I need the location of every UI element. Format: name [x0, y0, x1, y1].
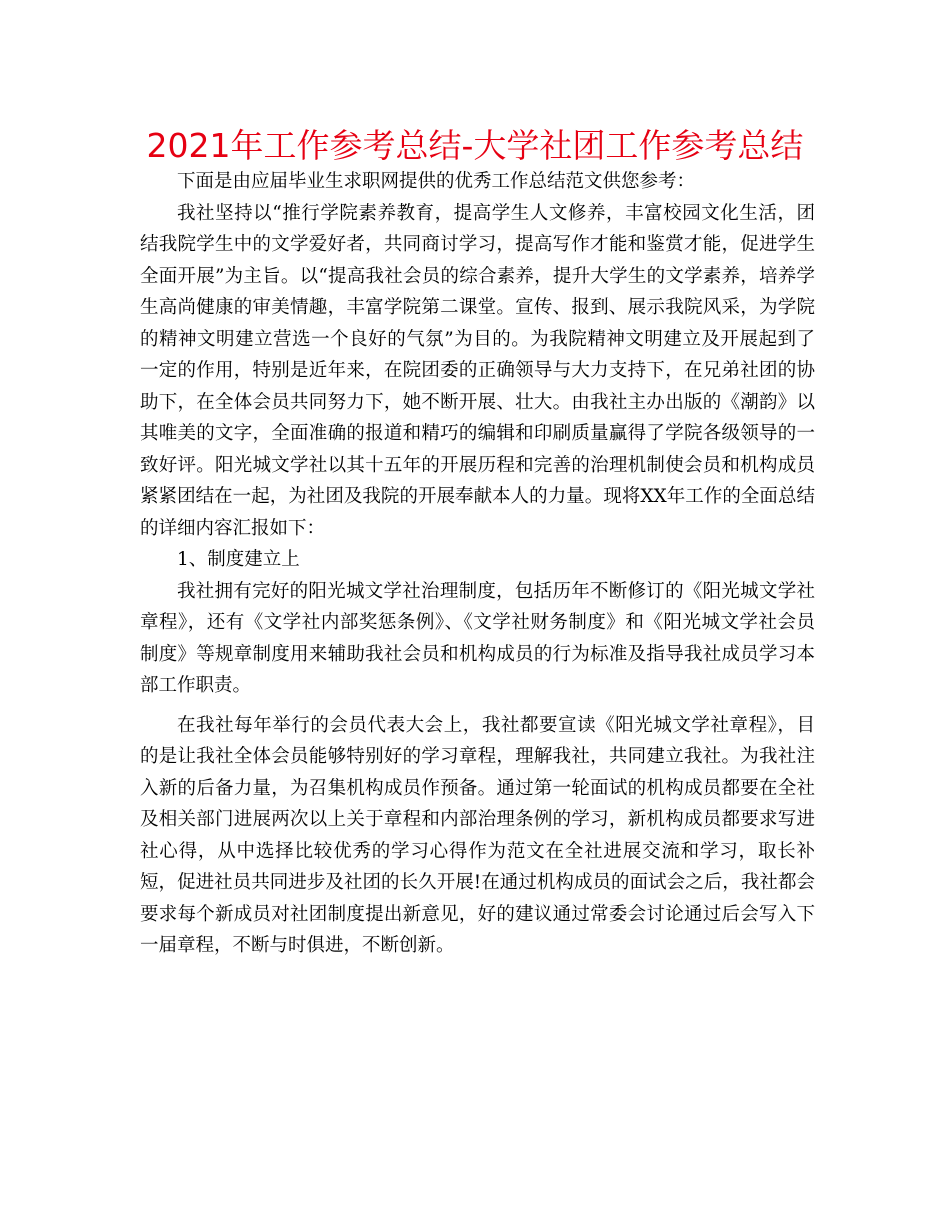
- paragraph-1: 我社坚持以“推行学院素养教育，提高学生人文修养，丰富校园文化生活，团结我院学生中的文学爱好者，共同商讨学习，提高写作才能和鉴赏才能，促进学生全面开展”为主旨。以“提高我社会员的综合素养，提升大学生的文学素养，培养学生高尚健康的审美情趣，丰富学院第二课堂。宣传、报到、展示我院风采，为学院的精神文明建立营选一个良好的气氛”为目的。为我院精神文明建立及开展起到了一定的作用，特别是近年来，在院团委的正确领导与大力支持下，在兄弟社团的协助下，在全体会员共同努力下，她不断开展、壮大。由我社主办出版的《潮韵》以其唯美的文字，全面准确的报道和精巧的编辑和印刷质量赢得了学院各级领导的一致好评。阳光城文学社以其十五年的开展历程和完善的治理机制使会员和机构成员紧紧团结在一起，为社团及我院的开展奉献本人的力量。现将XX年工作的全面总结的详细内容汇报如下：: [140, 202, 815, 539]
- paragraph-3: 在我社每年举行的会员代表大会上，我社都要宣读《阳光城文学社章程》，目的是让我社全体会员能够特别好的学习章程，理解我社，共同建立我社。为我社注入新的后备力量，为召集机构成员作预备。通过第一轮面试的机构成员都要在全社及相关部门进展两次以上关于章程和内部治理条例的学习，新机构成员都要求写进社心得，从中选择比较优秀的学习心得作为范文在全社进展交流和学习，取长补短，促进社员共同进步及社团的长久开展!在通过机构成员的面试会之后，我社都会要求每个新成员对社团制度提出新意见，好的建议通过常委会讨论通过后会写入下一届章程，不断与时俱进，不断创新。: [140, 714, 815, 956]
- document-body: [140, 166, 815, 962]
- document-title: 2021年工作参考总结-大学社团工作参考总结: [146, 126, 804, 165]
- paragraph-2: 我社拥有完好的阳光城文学社治理制度，包括历年不断修订的《阳光城文学社章程》，还有《文学社内部奖惩条例》、《文学社财务制度》和《阳光城文学社会员制度》等规章制度用来辅助我社会员和机构成员的行为标准及指导我社成员学习本部工作职责。: [140, 580, 815, 696]
- intro-paragraph: 下面是由应届毕业生求职网提供的优秀工作总结范文供您参考：: [177, 171, 696, 192]
- section-1-heading: 1、制度建立上: [177, 549, 300, 570]
